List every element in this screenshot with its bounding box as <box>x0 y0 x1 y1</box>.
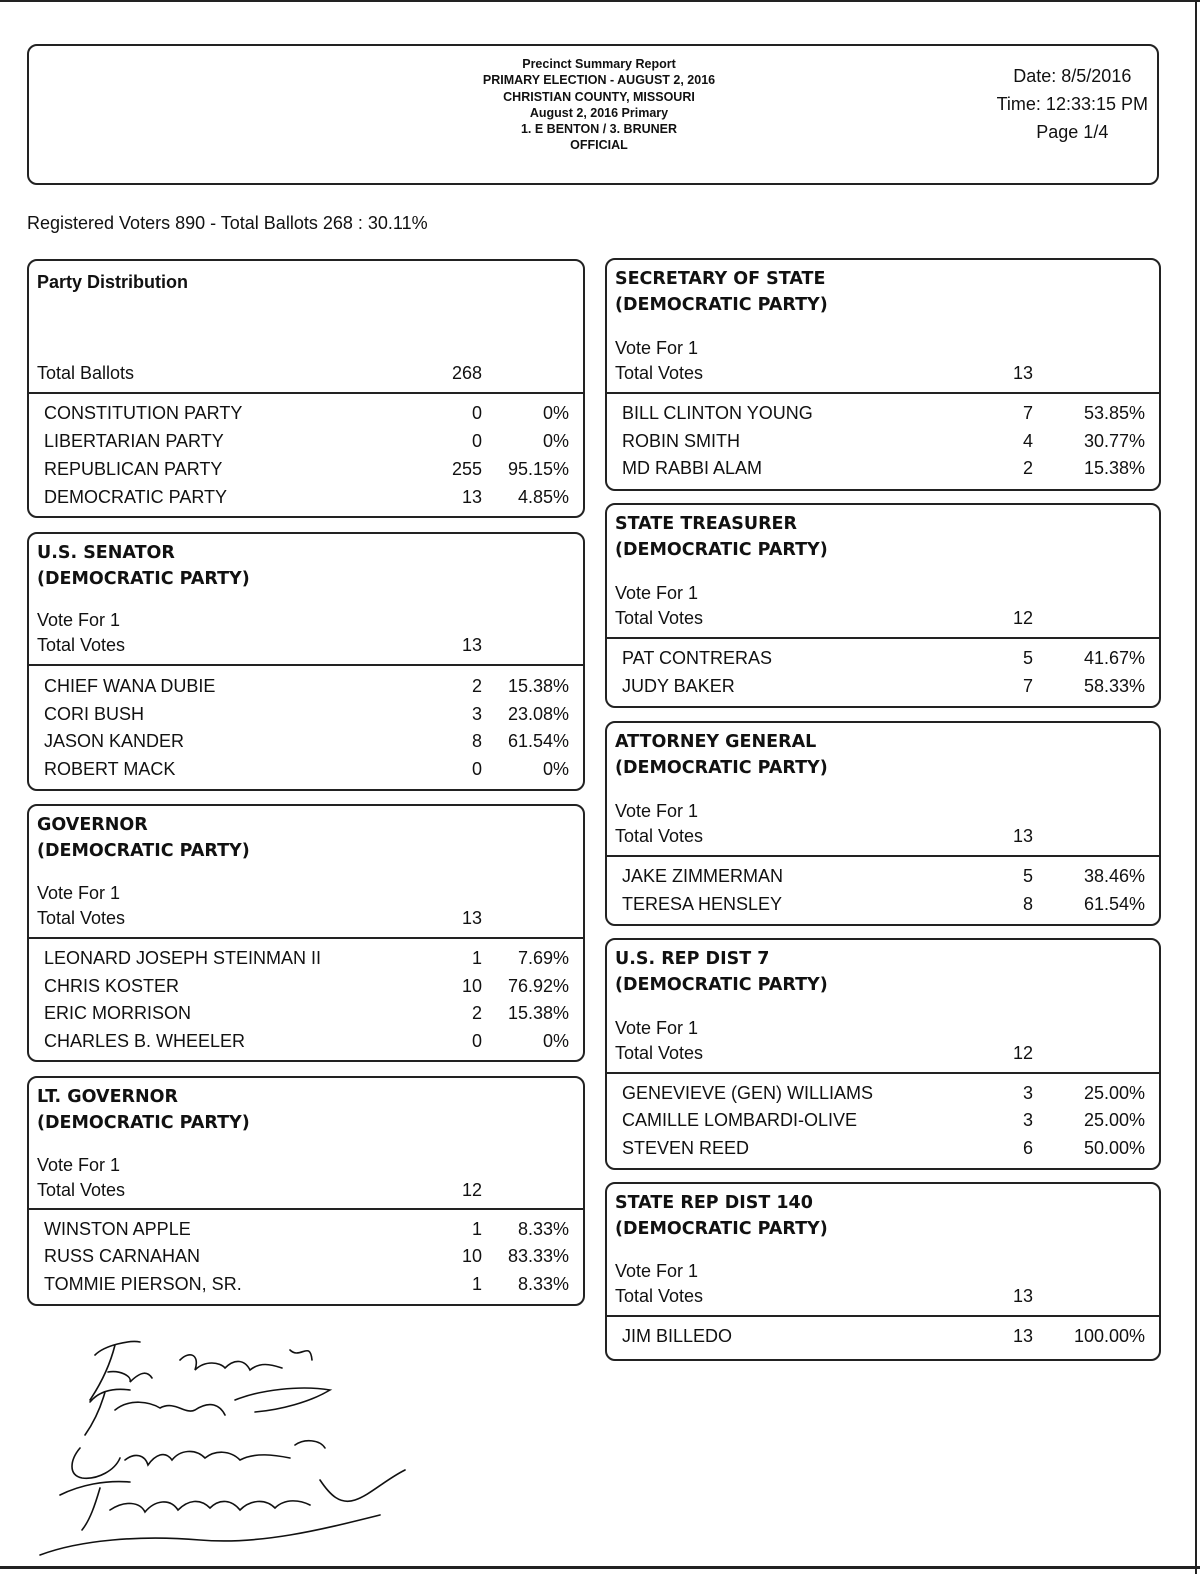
precinct-name: 1. E BENTON / 3. BRUNER <box>520 122 678 137</box>
row-percent: 4.85% <box>517 487 569 507</box>
table-row: CORI BUSH 3 23.08% <box>44 704 569 724</box>
report-date: Date: 8/5/2016 <box>1013 66 1132 86</box>
table-row: LEONARD JOSEPH STEINMAN II 1 7.69% <box>44 948 569 968</box>
total-votes-value: 12 <box>1012 1043 1033 1063</box>
contest-title: U.S. REP DIST 7 (DEMOCRATIC PARTY) <box>615 949 828 995</box>
contest-box-state-rep-dist-140 <box>605 1182 1161 1361</box>
divider <box>607 855 1159 857</box>
contest-box-us-senator <box>27 532 585 791</box>
table-row: CHARLES B. WHEELER 0 0% <box>44 1031 569 1051</box>
report-meta <box>997 62 1148 146</box>
contest-title: GOVERNOR (DEMOCRATIC PARTY) <box>37 815 250 861</box>
divider <box>607 637 1159 639</box>
election-name: PRIMARY ELECTION - AUGUST 2, 2016 <box>482 73 716 88</box>
vote-for-label: Vote For 1 Total Votes <box>615 583 704 628</box>
contest-title: U.S. SENATOR (DEMOCRATIC PARTY) <box>37 543 250 589</box>
total-votes-value: 12 <box>461 1180 482 1200</box>
table-row: MD RABBI ALAM 2 15.38% <box>622 458 1145 478</box>
party-distribution-box <box>27 259 585 518</box>
vote-for-label: Vote For 1 Total Votes <box>615 338 704 383</box>
divider <box>607 392 1159 394</box>
table-row: JAKE ZIMMERMAN 5 38.46% <box>622 866 1145 886</box>
handwritten-signatures <box>20 1330 460 1565</box>
vote-for-label: Vote For 1 Total Votes <box>615 801 704 846</box>
row-name: CONSTITUTION PARTY <box>44 403 243 423</box>
table-row: BILL CLINTON YOUNG 7 53.85% <box>622 403 1145 423</box>
row-votes: 0 <box>471 431 482 451</box>
table-row: WINSTON APPLE 1 8.33% <box>44 1219 569 1239</box>
county-name: CHRISTIAN COUNTY, MISSOURI <box>503 89 695 104</box>
table-row: TOMMIE PIERSON, SR. 1 8.33% <box>44 1274 569 1294</box>
total-votes-value: 13 <box>1012 363 1033 383</box>
table-row <box>29 483 583 511</box>
total-votes-value: 12 <box>1012 608 1033 628</box>
row-percent: 95.15% <box>507 459 569 479</box>
row-percent: 0% <box>542 431 569 451</box>
table-row: JIM BILLEDO 13 100.00% <box>622 1326 1145 1346</box>
total-votes-value: 13 <box>461 908 482 928</box>
vote-for-label: Vote For 1 Total Votes <box>615 1018 704 1063</box>
table-row: TERESA HENSLEY 8 61.54% <box>622 894 1145 914</box>
table-row: STEVEN REED 6 50.00% <box>622 1138 1145 1158</box>
page-right-border <box>1195 0 1197 1574</box>
row-name: LIBERTARIAN PARTY <box>44 431 224 451</box>
box-title: Party Distribution <box>37 272 189 292</box>
table-row: ROBERT MACK 0 0% <box>44 759 569 779</box>
total-votes-value: 13 <box>1012 1286 1033 1306</box>
divider <box>607 1315 1159 1317</box>
vote-for-label: Vote For 1 Total Votes <box>37 1155 126 1200</box>
contest-title: SECRETARY OF STATE (DEMOCRATIC PARTY) <box>615 269 828 315</box>
report-header <box>27 44 1159 185</box>
row-name: REPUBLICAN PARTY <box>44 459 223 479</box>
page-top-border <box>0 0 1200 2</box>
election-date: August 2, 2016 Primary <box>529 105 669 120</box>
table-row: CHRIS KOSTER 10 76.92% <box>44 976 569 996</box>
report-title-block <box>329 56 869 154</box>
row-votes: 13 <box>461 487 482 507</box>
row-votes: 255 <box>451 459 482 479</box>
contest-box-lt-governor <box>27 1076 585 1306</box>
vote-for-label: Vote For 1 Total Votes <box>37 610 126 655</box>
table-row: JUDY BAKER 7 58.33% <box>622 676 1145 696</box>
row-name: DEMOCRATIC PARTY <box>44 487 228 507</box>
contest-box-us-rep-dist-7 <box>605 938 1161 1170</box>
page-bottom-border <box>0 1566 1200 1569</box>
table-row: CAMILLE LOMBARDI-OLIVE 3 25.00% <box>622 1110 1145 1130</box>
table-row <box>29 427 583 455</box>
contest-title: STATE TREASURER (DEMOCRATIC PARTY) <box>615 514 828 560</box>
divider <box>29 664 583 666</box>
report-time: Time: 12:33:15 PM <box>996 94 1148 114</box>
contest-box-secretary-of-state <box>605 258 1161 491</box>
table-row: ERIC MORRISON 2 15.38% <box>44 1003 569 1023</box>
total-votes-value: 13 <box>1012 826 1033 846</box>
vote-for-label: Vote For 1 Total Votes <box>615 1261 704 1306</box>
registered-voters-summary: Registered Voters 890 - Total Ballots 268 : 30.11% <box>27 213 428 233</box>
table-row: RUSS CARNAHAN 10 83.33% <box>44 1246 569 1266</box>
report-title: Precinct Summary Report <box>522 57 676 71</box>
divider <box>29 392 583 394</box>
contest-box-state-treasurer <box>605 503 1161 708</box>
divider <box>607 1072 1159 1074</box>
total-votes-value: 13 <box>461 635 482 655</box>
divider <box>29 937 583 939</box>
table-row: ROBIN SMITH 4 30.77% <box>622 431 1145 451</box>
contest-title: LT. GOVERNOR (DEMOCRATIC PARTY) <box>37 1087 250 1133</box>
page-number: Page 1/4 <box>1036 122 1109 142</box>
row-percent: 0% <box>542 403 569 423</box>
total-ballots-value: 268 <box>451 363 482 383</box>
contest-box-attorney-general <box>605 721 1161 926</box>
table-row <box>29 399 583 427</box>
table-row: CHIEF WANA DUBIE 2 15.38% <box>44 676 569 696</box>
contest-box-governor <box>27 804 585 1062</box>
table-row <box>29 455 583 483</box>
official-label: OFFICIAL <box>570 138 628 153</box>
contest-title: ATTORNEY GENERAL (DEMOCRATIC PARTY) <box>615 732 828 778</box>
table-row: JASON KANDER 8 61.54% <box>44 731 569 751</box>
divider <box>29 1208 583 1210</box>
row-votes: 0 <box>471 403 482 423</box>
vote-for-label: Vote For 1 Total Votes <box>37 883 126 928</box>
total-ballots-label: Total Ballots <box>37 363 135 383</box>
contest-title: STATE REP DIST 140 (DEMOCRATIC PARTY) <box>615 1193 828 1239</box>
table-row: GENEVIEVE (GEN) WILLIAMS 3 25.00% <box>622 1083 1145 1103</box>
table-row: PAT CONTRERAS 5 41.67% <box>622 648 1145 668</box>
